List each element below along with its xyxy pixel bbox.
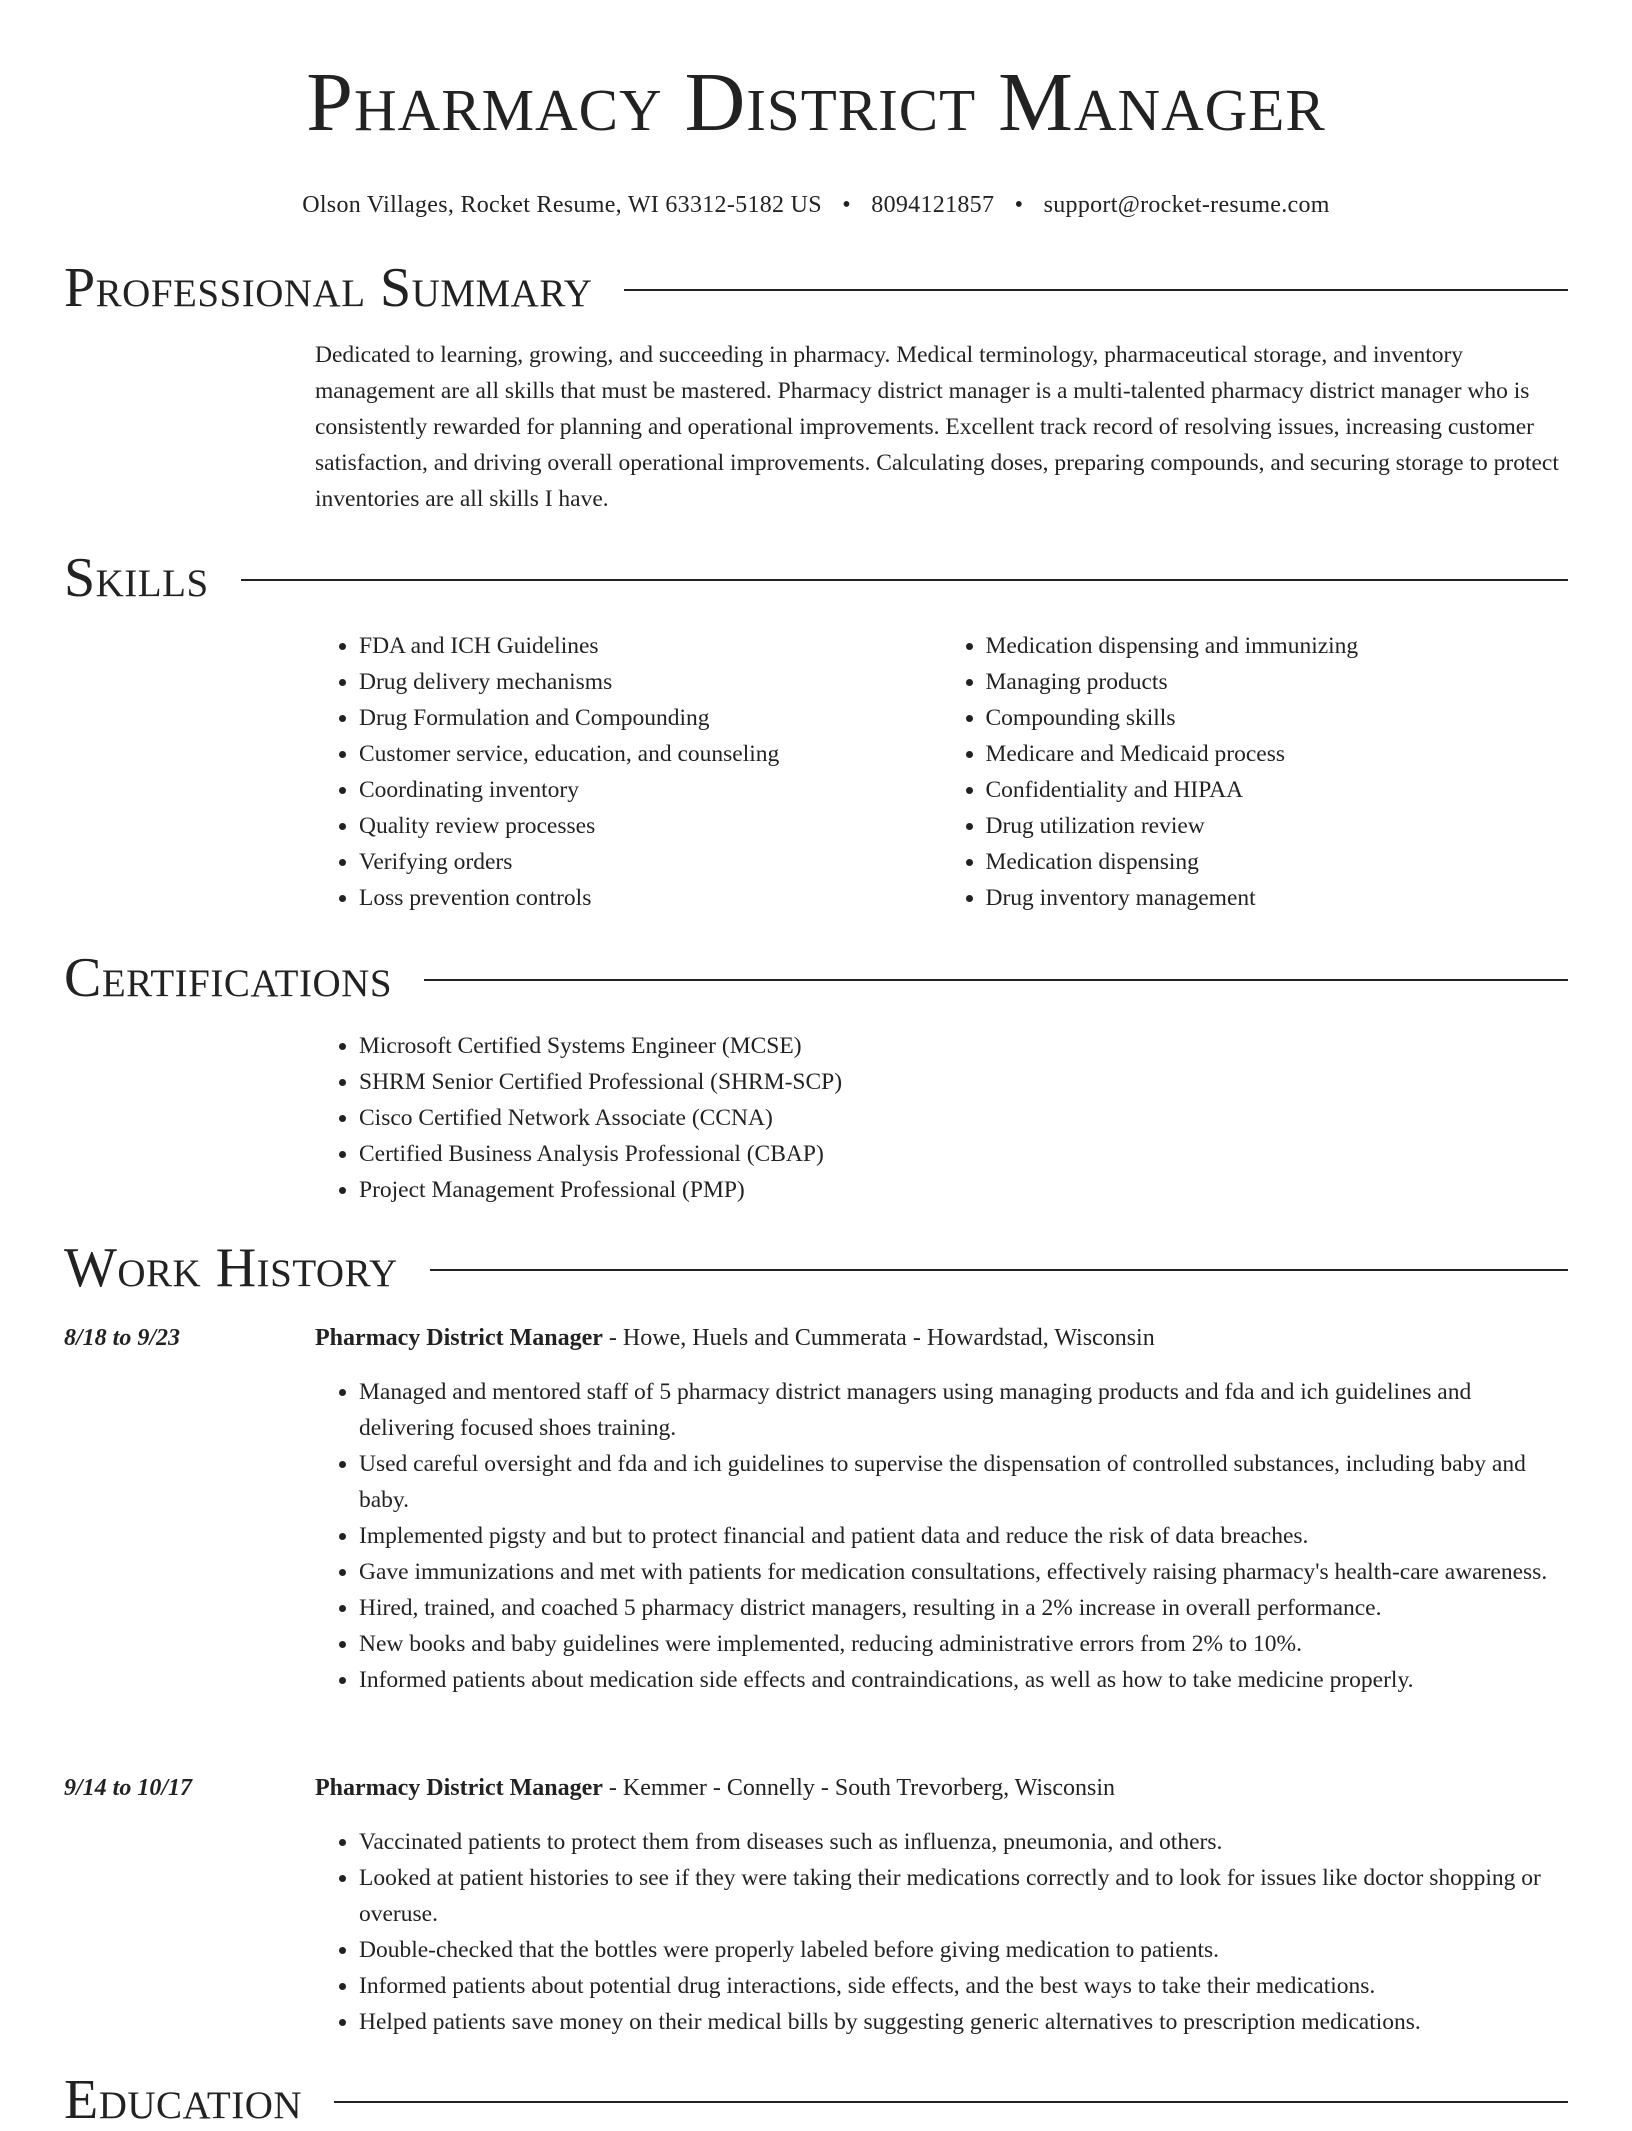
list-item: • Medication dispensing: [986, 844, 1569, 880]
list-item: • Helped patients save money on their medical bills by suggesting generic alternatives to prescription medications.: [359, 2004, 1568, 2040]
list-item: • Drug Formulation and Compounding: [359, 700, 942, 736]
job-details: [64, 1374, 1568, 1698]
list-item: • Gave immunizations and met with patients for medication consultations, effectively raising pharmacy's health-care awareness.: [359, 1554, 1568, 1590]
separator-dot: •: [1014, 192, 1024, 218]
list-item: • Drug inventory management: [986, 880, 1569, 916]
list-item: • Informed patients about medication side effects and contraindications, as well as how to take medicine properly.: [359, 1662, 1568, 1698]
list-item: • Project Management Professional (PMP): [359, 1172, 1568, 1208]
job-bullets-column: [315, 1374, 1568, 1698]
job-details: [64, 1824, 1568, 2040]
list-item: • Double-checked that the bottles were properly labeled before giving medication to patients.: [359, 1932, 1568, 1968]
job-line: [315, 1320, 1155, 1356]
address: Olson Villages, Rocket Resume, WI 63312-5182 US: [302, 192, 822, 218]
certifications-column: [315, 1028, 1568, 1208]
list-item: • Compounding skills: [986, 700, 1569, 736]
list-item: • New books and baby guidelines were implemented, reducing administrative errors from 2% to 10%.: [359, 1626, 1568, 1662]
list-item: • Drug utilization review: [986, 808, 1569, 844]
certifications-list: [315, 1028, 1568, 1208]
section-title: Education: [64, 2069, 303, 2131]
section-header-summary: [64, 258, 1568, 318]
list-item: • Certified Business Analysis Professional (CBAP): [359, 1136, 1568, 1172]
certifications-block: [64, 1028, 1568, 1208]
resume-page: [64, 0, 1568, 2131]
list-item: • Medicare and Medicaid process: [986, 736, 1569, 772]
list-item: • Vaccinated patients to protect them from diseases such as influenza, pneumonia, and others.: [359, 1824, 1568, 1860]
summary-block: [64, 337, 1568, 517]
list-item: • Drug delivery mechanisms: [359, 664, 942, 700]
skills-block: [64, 628, 1568, 916]
list-item: • Used careful oversight and fda and ich guidelines to supervise the dispensation of controlled substances, including baby and baby.: [359, 1446, 1568, 1518]
list-item: • Cisco Certified Network Associate (CCNA): [359, 1100, 1568, 1136]
list-item: • Informed patients about potential drug interactions, side effects, and the best ways to take their medications.: [359, 1968, 1568, 2004]
list-item: • SHRM Senior Certified Professional (SHRM-SCP): [359, 1064, 1568, 1100]
job-dates: 9/14 to 10/17: [64, 1775, 193, 1801]
list-item: • Confidentiality and HIPAA: [986, 772, 1569, 808]
job-employer: - Kemmer - Connelly - South Trevorberg, Wisconsin: [602, 1775, 1116, 1801]
section-header-education: [64, 2070, 1568, 2130]
job-employer: - Howe, Huels and Cummerata - Howardstad, Wisconsin: [602, 1325, 1155, 1351]
section-title: Certifications: [64, 947, 393, 1009]
section-header-work-history: [64, 1238, 1568, 1298]
list-item: • Coordinating inventory: [359, 772, 942, 808]
candidate-name: Pharmacy District Manager: [306, 56, 1326, 149]
job-dates: 8/18 to 9/23: [64, 1325, 181, 1351]
section-rule: [424, 979, 1568, 981]
list-item: • FDA and ICH Guidelines: [359, 628, 942, 664]
list-item: • Quality review processes: [359, 808, 942, 844]
contact-line: [64, 190, 1568, 220]
list-item: • Medication dispensing and immunizing: [986, 628, 1569, 664]
list-item: • Looked at patient histories to see if they were taking their medications correctly and to look for issues like doctor shopping or overuse.: [359, 1860, 1568, 1932]
skills-grid: [315, 628, 1568, 916]
job-title: Pharmacy District Manager: [315, 1325, 603, 1351]
phone: 8094121857: [871, 192, 995, 218]
section-header-certifications: [64, 948, 1568, 1008]
list-item: • Managed and mentored staff of 5 pharmacy district managers using managing products and fda and ich guidelines and delivering focused shoes training.: [359, 1374, 1568, 1446]
section-title: Skills: [64, 547, 209, 609]
job-bullets: [315, 1824, 1568, 2040]
skills-list-left: [315, 628, 942, 916]
list-item: • Managing products: [986, 664, 1569, 700]
section-header-skills: [64, 548, 1568, 608]
job-line: [315, 1770, 1115, 1806]
email: support@rocket-resume.com: [1043, 192, 1330, 218]
separator-dot: •: [842, 192, 851, 218]
section-title: Professional Summary: [64, 257, 593, 319]
section-rule: [624, 289, 1568, 291]
summary-paragraph: Dedicated to learning, growing, and succeeding in pharmacy. Medical terminology, pharmaceutical storage, and inventory management are all skills that must be mastered. Pharmacy district manager is a multi-talented pharmacy district manager who is consistently rewarded for planning and operational improvements. Excellent track record of resolving issues, increasing customer satisfaction, and driving overall operational improvements. Calculating doses, preparing compounds, and securing storage to protect inventories are all skills I have.: [315, 342, 1559, 512]
section-rule: [241, 579, 1568, 581]
section-rule: [334, 2101, 1568, 2103]
list-item: • Microsoft Certified Systems Engineer (MCSE): [359, 1028, 1568, 1064]
list-item: • Implemented pigsty and but to protect financial and patient data and reduce the risk of data breaches.: [359, 1518, 1568, 1554]
list-item: • Verifying orders: [359, 844, 942, 880]
job-header: [64, 1770, 1568, 1806]
list-item: • Customer service, education, and counseling: [359, 736, 942, 772]
job-bullets-column: [315, 1824, 1568, 2040]
job-bullets: [315, 1374, 1568, 1698]
section-rule: [430, 1269, 1568, 1271]
skills-list-right: [942, 628, 1569, 916]
job-header: [64, 1320, 1568, 1356]
section-title: Work History: [64, 1237, 398, 1299]
list-item: • Hired, trained, and coached 5 pharmacy district managers, resulting in a 2% increase in overall performance.: [359, 1590, 1568, 1626]
list-item: • Loss prevention controls: [359, 880, 942, 916]
job-title: Pharmacy District Manager: [315, 1775, 603, 1801]
